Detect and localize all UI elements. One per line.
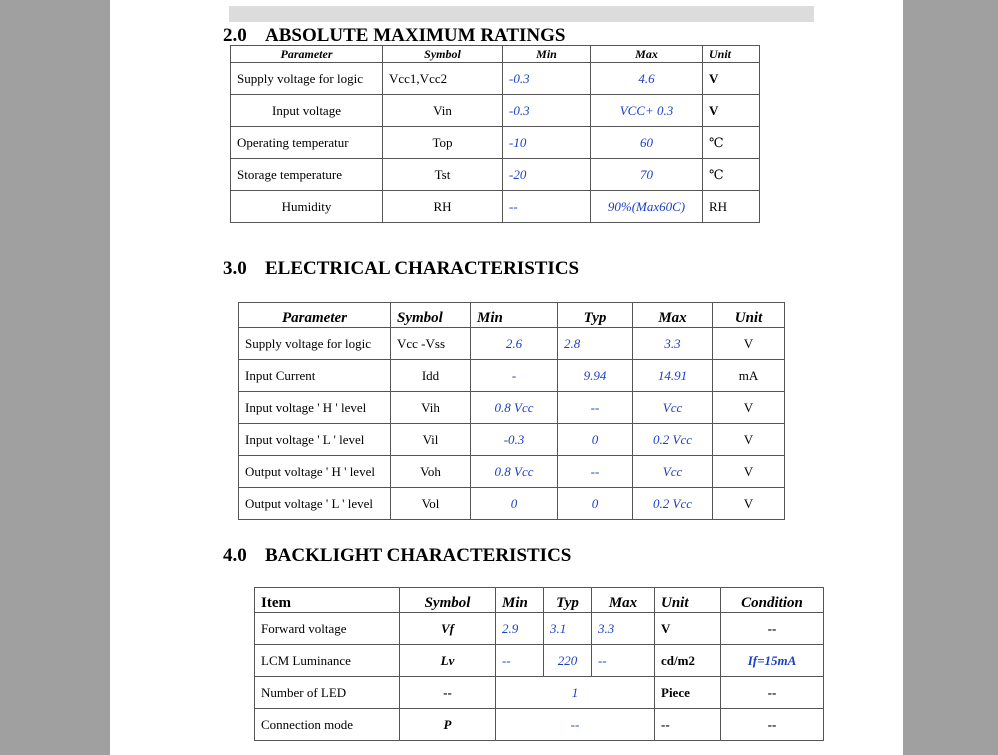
header-cell: Typ (558, 303, 633, 328)
cell-symbol: Vil (391, 424, 471, 456)
cell-min: -- (503, 191, 591, 223)
cell-symbol: Vih (391, 392, 471, 424)
cell-symbol: Vcc -Vss (391, 328, 471, 360)
cell-max: 0.2 Vcc (633, 424, 713, 456)
cell-unit: ℃ (703, 127, 760, 159)
header-cell: Min (471, 303, 558, 328)
table-row (239, 360, 785, 392)
cell-unit: V (703, 95, 760, 127)
cell-max: 70 (591, 159, 703, 191)
header-cell: Min (503, 46, 591, 63)
cell-unit: V (713, 488, 785, 520)
cell-min: 0.8 Vcc (471, 456, 558, 488)
cell-typ: -- (558, 456, 633, 488)
cell-symbol: P (400, 709, 496, 741)
section-title: ELECTRICAL CHARACTERISTICS (265, 258, 580, 279)
section-title: ABSOLUTE MAXIMUM RATINGS (265, 25, 566, 46)
cell-typ: 0 (558, 488, 633, 520)
cell-symbol: Idd (391, 360, 471, 392)
cell-parameter: Output voltage ' H ' level (239, 456, 391, 488)
cell-max: Vcc (633, 456, 713, 488)
cell-min: -10 (503, 127, 591, 159)
header-cell: Typ (544, 588, 592, 613)
cell-typ: 0 (558, 424, 633, 456)
cell-unit: -- (655, 709, 721, 741)
cell-min: -0.3 (503, 95, 591, 127)
cell-unit: V (713, 456, 785, 488)
cell-parameter: Supply voltage for logic (231, 63, 383, 95)
section-number: 2.0 (223, 25, 247, 46)
header-cell: Unit (713, 303, 785, 328)
header-cell: Max (592, 588, 655, 613)
table-row (231, 63, 760, 95)
cell-symbol: Voh (391, 456, 471, 488)
cell-unit: V (713, 392, 785, 424)
cell-min: -20 (503, 159, 591, 191)
section-heading-absolute-max (223, 25, 566, 47)
cell-typ: 220 (544, 645, 592, 677)
section-number: 4.0 (223, 545, 247, 566)
cell-unit: Piece (655, 677, 721, 709)
cell-max: 3.3 (633, 328, 713, 360)
cell-symbol: -- (400, 677, 496, 709)
cell-unit: V (703, 63, 760, 95)
table-row (239, 328, 785, 360)
table-row (239, 488, 785, 520)
header-cell: Item (255, 588, 400, 613)
cell-max: 14.91 (633, 360, 713, 392)
table-header-row (231, 46, 760, 63)
cell-symbol: Vcc1,Vcc2 (383, 63, 503, 95)
cell-max: -- (592, 645, 655, 677)
cell-min: 0 (471, 488, 558, 520)
cell-item: Connection mode (255, 709, 400, 741)
table-row (255, 709, 824, 741)
cell-parameter: Input Current (239, 360, 391, 392)
cell-typ: 2.8 (558, 328, 633, 360)
cell-max: 4.6 (591, 63, 703, 95)
cell-parameter: Output voltage ' L ' level (239, 488, 391, 520)
absolute-max-table (230, 45, 760, 223)
header-cell: Max (633, 303, 713, 328)
cell-symbol: Vin (383, 95, 503, 127)
table-row (231, 95, 760, 127)
cell-min: -0.3 (471, 424, 558, 456)
cell-unit: V (713, 424, 785, 456)
cell-item: Forward voltage (255, 613, 400, 645)
table-row (231, 127, 760, 159)
cell-unit: V (713, 328, 785, 360)
cell-min: 2.9 (496, 613, 544, 645)
cell-condition: -- (721, 709, 824, 741)
backlight-characteristics-table (254, 587, 824, 741)
cell-max: Vcc (633, 392, 713, 424)
header-cell: Unit (655, 588, 721, 613)
cell-min: -0.3 (503, 63, 591, 95)
table-row (255, 677, 824, 709)
cell-symbol: Lv (400, 645, 496, 677)
cell-item: LCM Luminance (255, 645, 400, 677)
cell-unit: ℃ (703, 159, 760, 191)
table-row (255, 645, 824, 677)
header-cell: Min (496, 588, 544, 613)
header-cell: Condition (721, 588, 824, 613)
cell-max: VCC+ 0.3 (591, 95, 703, 127)
cell-unit: V (655, 613, 721, 645)
cell-max: 90%(Max60C) (591, 191, 703, 223)
cell-max: 60 (591, 127, 703, 159)
cell-value: -- (496, 709, 655, 741)
header-cell: Symbol (383, 46, 503, 63)
electrical-characteristics-table (238, 302, 785, 520)
table-header-row (255, 588, 824, 613)
cell-item: Number of LED (255, 677, 400, 709)
cell-symbol: Vol (391, 488, 471, 520)
table-row (231, 191, 760, 223)
cell-condition: -- (721, 677, 824, 709)
header-cell: Symbol (400, 588, 496, 613)
cell-typ: -- (558, 392, 633, 424)
section-heading-electrical (223, 258, 579, 280)
cell-min: 0.8 Vcc (471, 392, 558, 424)
cell-parameter: Supply voltage for logic (239, 328, 391, 360)
header-bar (229, 6, 814, 22)
section-number: 3.0 (223, 258, 247, 279)
table-row (239, 456, 785, 488)
table-row (239, 392, 785, 424)
cell-typ: 9.94 (558, 360, 633, 392)
cell-parameter: Operating temperatur (231, 127, 383, 159)
cell-parameter: Input voltage ' H ' level (239, 392, 391, 424)
cell-parameter: Input voltage ' L ' level (239, 424, 391, 456)
cell-parameter: Input voltage (231, 95, 383, 127)
cell-condition: If=15mA (721, 645, 824, 677)
cell-parameter: Humidity (231, 191, 383, 223)
table-header-row (239, 303, 785, 328)
section-title: BACKLIGHT CHARACTERISTICS (265, 545, 572, 566)
header-cell: Symbol (391, 303, 471, 328)
cell-max: 3.3 (592, 613, 655, 645)
header-cell: Parameter (239, 303, 391, 328)
table-row (255, 613, 824, 645)
cell-symbol: RH (383, 191, 503, 223)
cell-symbol: Top (383, 127, 503, 159)
table-row (239, 424, 785, 456)
cell-unit: RH (703, 191, 760, 223)
cell-unit: cd/m2 (655, 645, 721, 677)
header-cell: Max (591, 46, 703, 63)
cell-typ: 3.1 (544, 613, 592, 645)
cell-unit: mA (713, 360, 785, 392)
cell-min: -- (496, 645, 544, 677)
header-cell: Unit (703, 46, 760, 63)
cell-parameter: Storage temperature (231, 159, 383, 191)
table-row (231, 159, 760, 191)
cell-condition: -- (721, 613, 824, 645)
header-cell: Parameter (231, 46, 383, 63)
cell-min: 2.6 (471, 328, 558, 360)
cell-min: - (471, 360, 558, 392)
cell-symbol: Tst (383, 159, 503, 191)
cell-symbol: Vf (400, 613, 496, 645)
section-heading-backlight (223, 545, 571, 567)
cell-value: 1 (496, 677, 655, 709)
cell-max: 0.2 Vcc (633, 488, 713, 520)
